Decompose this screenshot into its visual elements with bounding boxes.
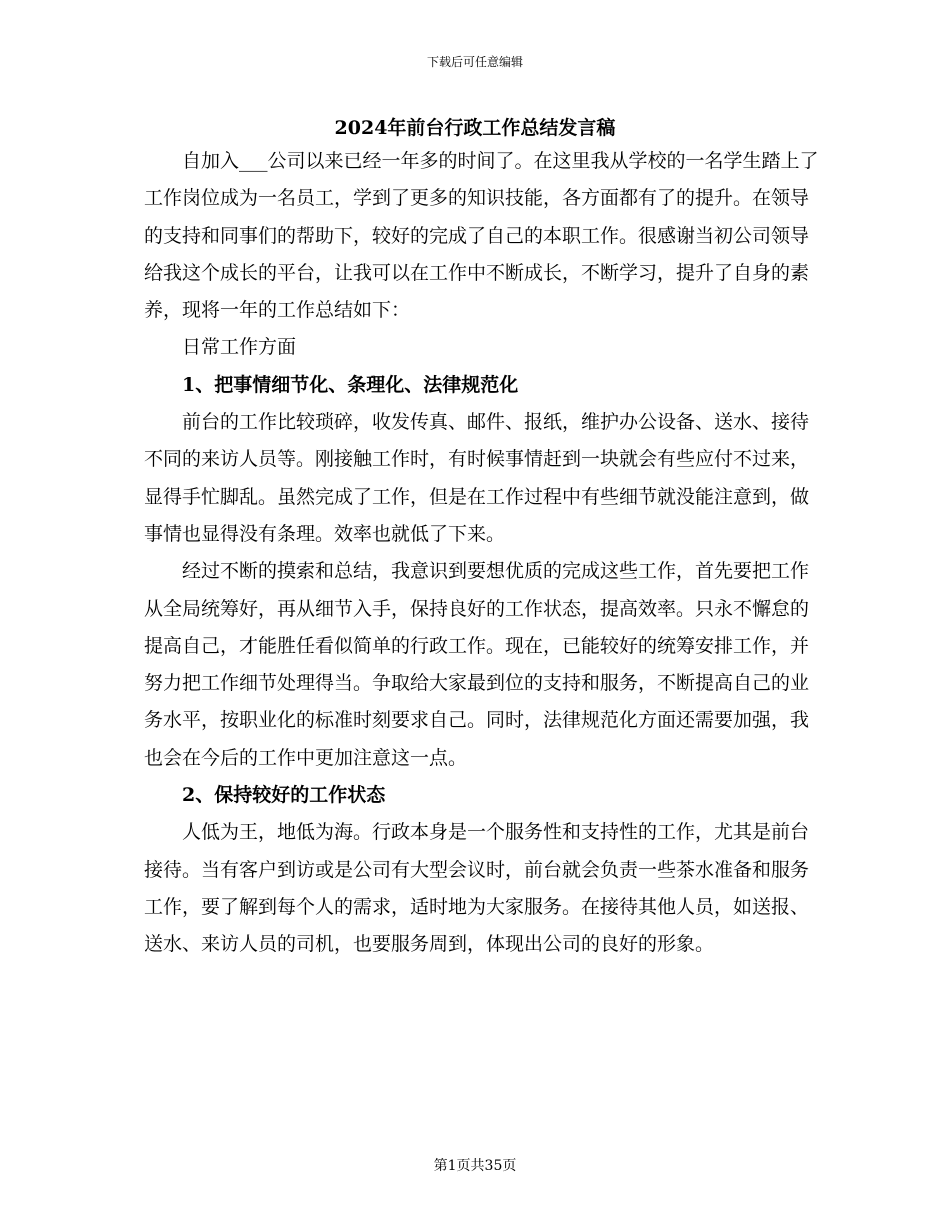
body-paragraph: 经过不断的摸索和总结，我意识到要想优质的完成这些工作，首先要把工作从全局统筹好，再从细节入手，保持良好的工作状态，提高效率。只永不懈怠的提高自己，才能胜任看似简单的行政工作。现在，已能较好的统筹安排工作，并努力把工作细节处理得当。争取给大家最到位的支持和服务，不断提高自己的业务水平，按职业化的标准时刻要求自己。同时，法律规范化方面还需要加强，我也会在今后的工作中更加注意这一点。 <box>144 560 810 769</box>
section-heading-1: 1、把事情细节化、条理化、法律规范化 <box>182 373 519 396</box>
body-paragraph: 前台的工作比较琐碎，收发传真、邮件、报纸，维护办公设备、送水、接待不同的来访人员等。刚接触工作时，有时候事情赶到一块就会有些应付不过来，显得手忙脚乱。虽然完成了工作，但是在工作过程中有些细节就没能注意到，做事情也显得没有条理。效率也就低了下来。 <box>144 411 810 545</box>
body-paragraph: 人低为王，地低为海。行政本身是一个服务性和支持性的工作，尤其是前台接待。当有客户到访或是公司有大型会议时，前台就会负责一些茶水准备和服务工作，要了解到每个人的需求，适时地为大家服务。在接待其他人员，如送报、送水、来访人员的司机，也要服务周到，体现出公司的良好的形象。 <box>144 821 810 956</box>
page-number-footer: 第1页共35页 <box>433 1158 517 1174</box>
intro-paragraph: 自加入___公司以来已经一年多的时间了。在这里我从学校的一名学生踏上了工作岗位成为一名员工，学到了更多的知识技能，各方面都有了的提升。在领导的支持和同事们的帮助下，较好的完成了自己的本职工作。很感谢当初公司领导给我这个成长的平台，让我可以在工作中不断成长，不断学习，提升了自身的素养，现将一年的工作总结如下： <box>144 150 819 322</box>
section-label-daily-work: 日常工作方面 <box>182 336 297 359</box>
document-body <box>144 143 824 964</box>
document-title: 2024年前台行政工作总结发言稿 <box>334 117 616 139</box>
page-header-note: 下载后可任意编辑 <box>426 55 523 69</box>
section-heading-2: 2、保持较好的工作状态 <box>182 784 386 807</box>
